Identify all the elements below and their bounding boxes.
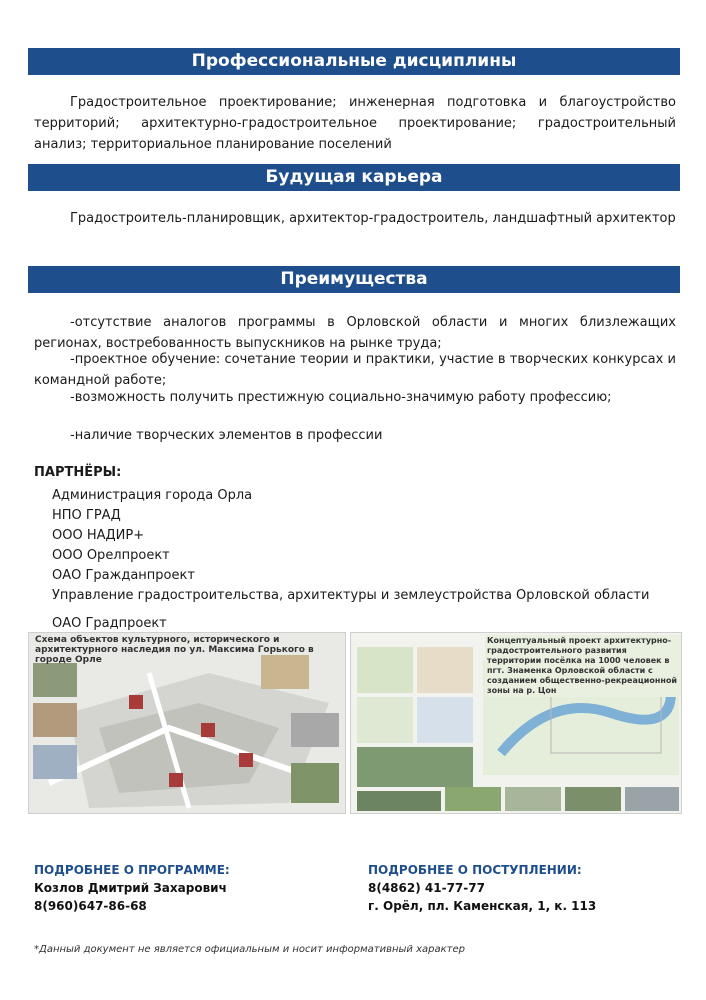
partners-title: ПАРТНЁРЫ: — [34, 465, 122, 480]
partner-item: НПО ГРАД — [52, 508, 121, 523]
partner-item: Администрация города Орла — [52, 488, 253, 503]
advantage-item: -проектное обучение: сочетание теории и практики, участие в творческих конкурсах и командной работе; — [34, 352, 676, 388]
partner-item: ООО НАДИР+ — [52, 528, 145, 543]
admission-contact-phone: 8(4862) 41-77-77 — [368, 881, 485, 895]
heritage-scheme-image — [28, 632, 346, 814]
career-text: Градостроитель-планировщик, архитектор-градостроитель, ландшафтный архитектор — [70, 211, 676, 226]
concept-project-caption: Концептуальный проект архитектурно-градостроительного развития территории посёлка на 1000 человек в пгт. Знаменка Орловской области с созданием общественно-рекреационной зоны на р. Цон — [485, 635, 681, 697]
advantage-item: -наличие творческих элементов в профессии — [70, 428, 383, 443]
disciplines-text: Градостроительное проектирование; инженерная подготовка и благоустройство территорий; архитектурно-градостроительное проектирование; градостроительный анализ; территориальное планирование поселений — [34, 95, 676, 152]
program-contact-phone: 8(960)647-86-68 — [34, 899, 147, 913]
advantage-item: -возможность получить престижную социально-значимую работу профессию; — [70, 390, 612, 405]
section-banner-disciplines: Профессиональные дисциплины — [28, 48, 680, 75]
admission-contact-heading: ПОДРОБНЕЕ О ПОСТУПЛЕНИИ: — [368, 863, 582, 877]
program-contact-heading: ПОДРОБНЕЕ О ПРОГРАММЕ: — [34, 863, 230, 877]
admission-contact-address: г. Орёл, пл. Каменская, 1, к. 113 — [368, 899, 597, 913]
partner-item: Управление градостроительства, архитектуры и землеустройства Орловской области — [52, 588, 650, 603]
advantage-item: -отсутствие аналогов программы в Орловской области и многих близлежащих регионах, востребованность выпускников на рынке труда; — [34, 315, 676, 351]
heritage-scheme-caption: Схема объектов культурного, исторического и архитектурного наследия по ул. Максима Горького в городе Орле — [35, 635, 314, 665]
concept-project-image — [350, 632, 682, 814]
partner-item: ООО Орелпроект — [52, 548, 170, 563]
footnote: *Данный документ не является официальным и носит информативный характер — [34, 944, 465, 955]
section-banner-career: Будущая карьера — [28, 164, 680, 191]
partner-item: ОАО Градпроект — [52, 616, 167, 631]
section-banner-advantages: Преимущества — [28, 266, 680, 293]
partner-item: ОАО Гражданпроект — [52, 568, 195, 583]
program-contact-name: Козлов Дмитрий Захарович — [34, 881, 227, 895]
